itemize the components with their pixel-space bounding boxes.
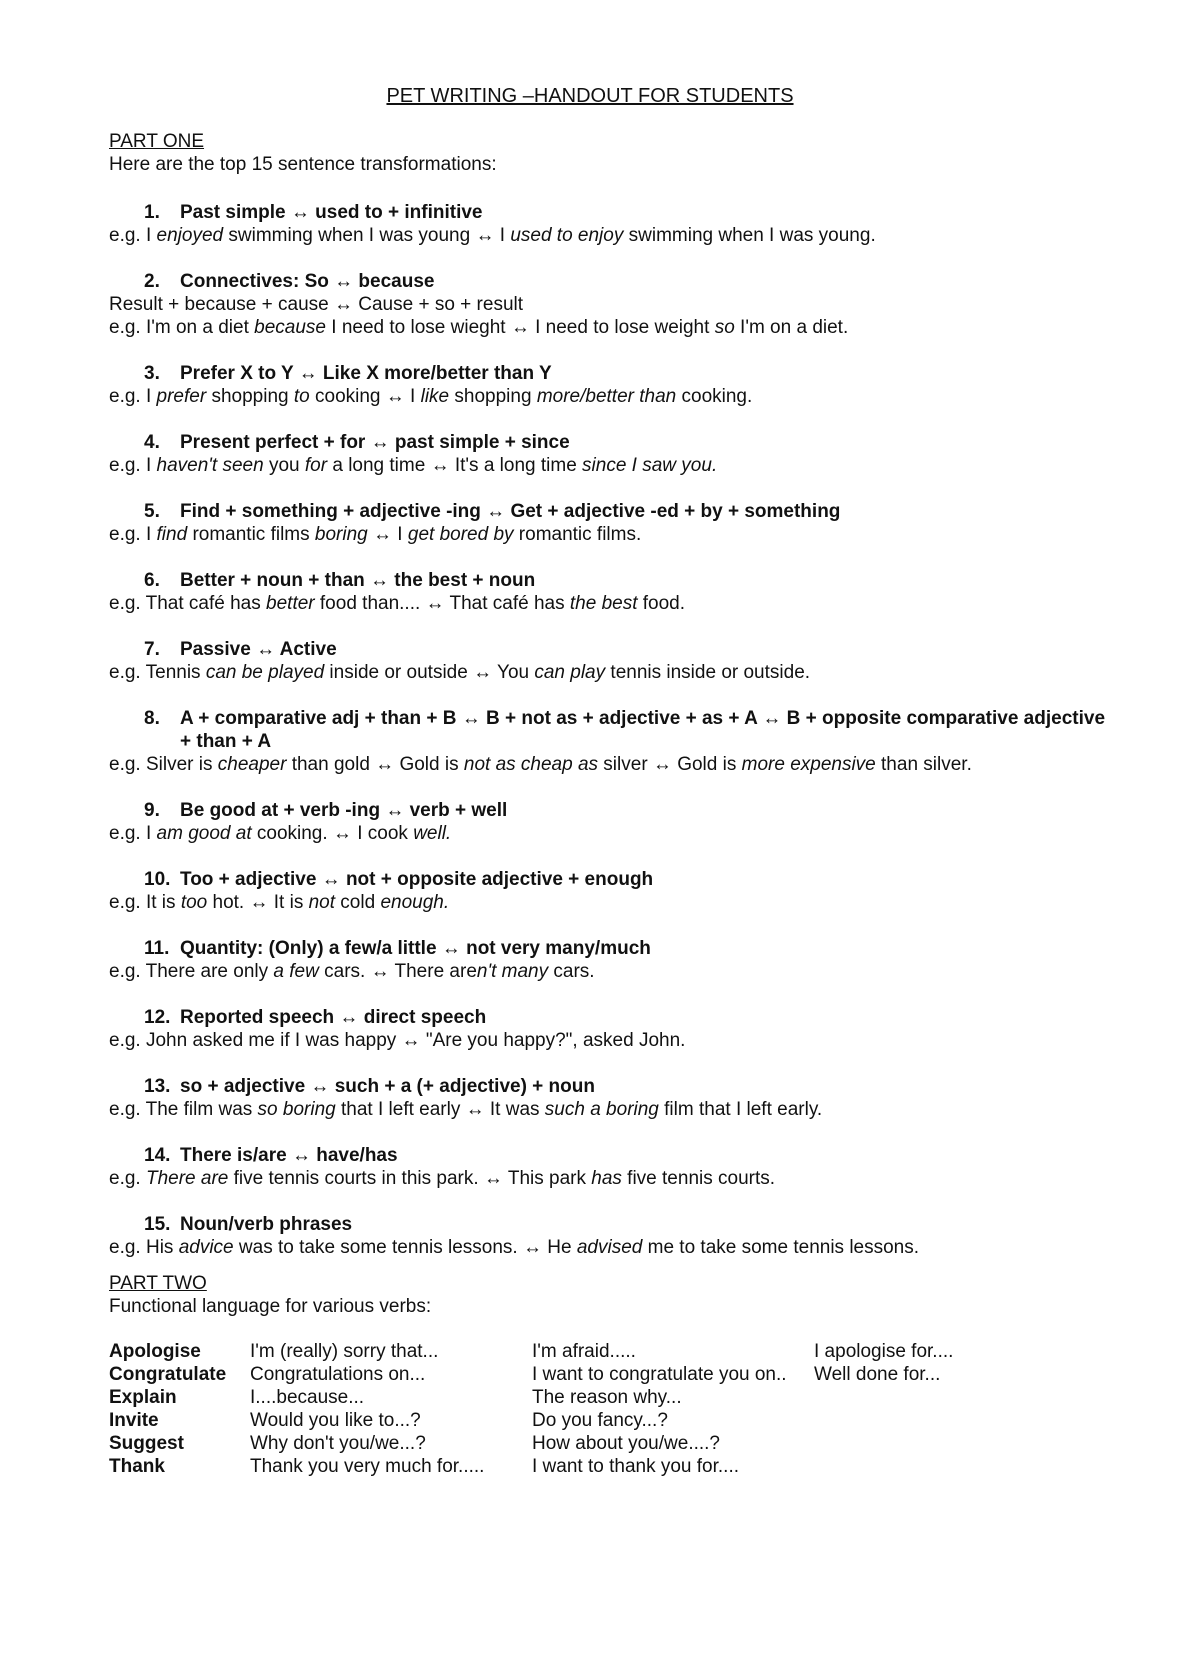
transformation-rule xyxy=(109,1075,1109,1098)
transformation-item xyxy=(109,500,1109,546)
verb-cell: Thank xyxy=(109,1456,165,1477)
transformation-rule xyxy=(109,638,1109,661)
phrase-cell: I apologise for.... xyxy=(814,1341,954,1362)
example-sentence xyxy=(109,592,1109,615)
example-emphasis: not xyxy=(308,892,336,913)
example-text: a long time ↔ It's a long time xyxy=(327,455,583,476)
example-emphasis: enjoyed xyxy=(156,225,224,246)
rule-text: Present perfect + for ↔ past simple + since xyxy=(180,432,570,453)
part-two-header xyxy=(109,1272,431,1318)
functional-language-table xyxy=(109,1340,1014,1478)
example-text: food. xyxy=(637,593,686,614)
table-row xyxy=(109,1409,1014,1432)
example-emphasis: not as cheap as xyxy=(463,754,599,775)
example-sentence xyxy=(109,822,1109,845)
transformation-item xyxy=(109,431,1109,477)
phrase-cell: I'm (really) sorry that... xyxy=(250,1341,439,1362)
rule-text: A + comparative adj + than + B ↔ B + not as + adjective + as + A ↔ B + opposite comparative adjective + than + A xyxy=(180,708,1106,752)
verb-cell: Apologise xyxy=(109,1341,201,1362)
table-row xyxy=(109,1386,1014,1409)
item-number: 12. xyxy=(144,1007,171,1028)
rule-text: Too + adjective ↔ not + opposite adjective + enough xyxy=(180,869,654,890)
example-emphasis: such a boring xyxy=(544,1099,659,1120)
example-emphasis: to xyxy=(293,386,310,407)
transformation-rule xyxy=(109,1144,1109,1167)
example-text: cooking ↔ I xyxy=(309,386,421,407)
phrase-cell: Congratulations on... xyxy=(250,1364,426,1385)
rule-text: Better + noun + than ↔ the best + noun xyxy=(180,570,536,591)
phrase-cell: Well done for... xyxy=(814,1364,941,1385)
example-emphasis: advice xyxy=(178,1237,234,1258)
example-emphasis: haven't seen xyxy=(156,455,264,476)
example-sentence xyxy=(109,454,1109,477)
example-emphasis: more expensive xyxy=(741,754,876,775)
example-emphasis: used to enjoy xyxy=(510,225,624,246)
example-text: e.g. John asked me if I was happy ↔ "Are you happy?", asked John. xyxy=(109,1030,686,1051)
example-text: hot. ↔ It is xyxy=(207,892,309,913)
example-text: e.g. I xyxy=(109,823,157,844)
example-text: inside or outside ↔ You xyxy=(324,662,535,683)
example-text: e.g. I xyxy=(109,455,157,476)
table-row xyxy=(109,1363,1014,1386)
example-emphasis: has xyxy=(591,1168,622,1189)
part-one-intro: Here are the top 15 sentence transformations: xyxy=(109,154,497,175)
phrase-cell xyxy=(814,1432,1014,1455)
example-text: e.g. xyxy=(109,1168,146,1189)
example-text: you xyxy=(263,455,305,476)
transformation-rule xyxy=(109,500,1109,523)
example-emphasis: better xyxy=(266,593,315,614)
phrase-cell: How about you/we....? xyxy=(532,1433,720,1454)
example-emphasis: a few xyxy=(273,961,319,982)
example-text: swimming when I was young ↔ I xyxy=(223,225,511,246)
example-text: e.g. I xyxy=(109,524,157,545)
example-emphasis: cheaper xyxy=(217,754,287,775)
part-two-intro: Functional language for various verbs: xyxy=(109,1296,432,1317)
example-emphasis: enough. xyxy=(380,892,450,913)
rule-text: Passive ↔ Active xyxy=(180,639,337,660)
example-text: ↔ I xyxy=(367,524,408,545)
example-emphasis: more/better than xyxy=(536,386,677,407)
example-sentence xyxy=(109,1167,1109,1190)
example-text: me to take some tennis lessons. xyxy=(642,1237,920,1258)
phrase-cell: I want to congratulate you on.. xyxy=(532,1364,787,1385)
example-emphasis: get bored by xyxy=(407,524,514,545)
example-emphasis: n't many xyxy=(476,961,549,982)
example-sentence xyxy=(109,753,1109,776)
phrase-cell xyxy=(814,1455,1014,1478)
transformation-rule xyxy=(109,431,1109,454)
transformation-item xyxy=(109,868,1109,914)
part-one-header xyxy=(109,130,497,176)
example-text: I'm on a diet. xyxy=(734,317,849,338)
part-two-heading: PART TWO xyxy=(109,1273,207,1294)
transformation-rule xyxy=(109,201,1109,224)
example-sentence xyxy=(109,224,1109,247)
item-number: 15. xyxy=(144,1214,171,1235)
rule-text: Reported speech ↔ direct speech xyxy=(180,1007,487,1028)
table-row xyxy=(109,1432,1014,1455)
rule-text: so + adjective ↔ such + a (+ adjective) + noun xyxy=(180,1076,595,1097)
page-title: PET WRITING –HANDOUT FOR STUDENTS xyxy=(386,85,794,107)
item-number: 10. xyxy=(144,869,171,890)
item-number: 9. xyxy=(144,800,160,821)
phrase-cell: Why don't you/we...? xyxy=(250,1433,426,1454)
item-number: 11. xyxy=(144,938,170,959)
example-emphasis: There are xyxy=(145,1168,229,1189)
example-emphasis: prefer xyxy=(156,386,207,407)
item-number: 13. xyxy=(144,1076,171,1097)
example-emphasis: so xyxy=(714,317,735,338)
rule-text: Be good at + verb -ing ↔ verb + well xyxy=(180,800,508,821)
table-row xyxy=(109,1340,1014,1363)
transformation-item xyxy=(109,707,1109,776)
rule-text: Prefer X to Y ↔ Like X more/better than Y xyxy=(180,363,552,384)
item-number: 1. xyxy=(144,202,160,223)
example-text: e.g. I xyxy=(109,225,157,246)
part-one-heading: PART ONE xyxy=(109,131,205,152)
phrase-cell: The reason why... xyxy=(532,1387,682,1408)
example-text: cooking. ↔ I cook xyxy=(251,823,414,844)
transformation-item xyxy=(109,362,1109,408)
item-number: 5. xyxy=(144,501,160,522)
example-sentence xyxy=(109,1236,1109,1259)
example-emphasis: can be played xyxy=(205,662,325,683)
item-number: 4. xyxy=(144,432,160,453)
example-emphasis: am good at xyxy=(156,823,252,844)
rule-text: There is/are ↔ have/has xyxy=(180,1145,398,1166)
example-text: than silver. xyxy=(875,754,972,775)
verb-cell: Explain xyxy=(109,1387,177,1408)
example-text: shopping xyxy=(449,386,537,407)
phrase-cell xyxy=(814,1386,1014,1409)
transformation-rule xyxy=(109,707,1109,753)
example-emphasis: well. xyxy=(413,823,452,844)
transformation-item xyxy=(109,270,1109,339)
transformation-item xyxy=(109,638,1109,684)
rule-text: Noun/verb phrases xyxy=(180,1214,353,1235)
transformation-rule xyxy=(109,569,1109,592)
transformation-item xyxy=(109,1144,1109,1190)
example-text: that I left early ↔ It was xyxy=(335,1099,545,1120)
verb-cell: Suggest xyxy=(109,1433,184,1454)
verb-cell: Congratulate xyxy=(109,1364,227,1385)
item-number: 14. xyxy=(144,1145,171,1166)
example-emphasis: can play xyxy=(534,662,606,683)
example-text: e.g. There are only xyxy=(109,961,274,982)
transformation-item xyxy=(109,937,1109,983)
example-text: romantic films. xyxy=(513,524,642,545)
example-text: food than.... ↔ That café has xyxy=(314,593,570,614)
example-sentence xyxy=(109,960,1109,983)
phrase-cell: I....because... xyxy=(250,1387,365,1408)
example-sentence xyxy=(109,523,1109,546)
example-text: e.g. The film was xyxy=(109,1099,258,1120)
example-text: cars. xyxy=(548,961,595,982)
item-number: 3. xyxy=(144,363,160,384)
transformation-item xyxy=(109,799,1109,845)
transformation-rule xyxy=(109,1213,1109,1236)
example-text: tennis inside or outside. xyxy=(605,662,811,683)
example-sentence xyxy=(109,316,1109,339)
phrase-cell: I want to thank you for.... xyxy=(532,1456,740,1477)
phrase-cell: Would you like to...? xyxy=(250,1410,421,1431)
example-text: five tennis courts. xyxy=(621,1168,776,1189)
example-text: cars. ↔ There are xyxy=(318,961,477,982)
transformation-list xyxy=(109,201,1109,1259)
phrase-cell: I'm afraid..... xyxy=(532,1341,636,1362)
example-emphasis: too xyxy=(180,892,208,913)
rule-text: Past simple ↔ used to + infinitive xyxy=(180,202,483,223)
example-text: swimming when I was young. xyxy=(623,225,876,246)
rule-text: Find + something + adjective -ing ↔ Get + adjective -ed + by + something xyxy=(180,501,841,522)
example-emphasis: find xyxy=(156,524,188,545)
transformation-item xyxy=(109,569,1109,615)
item-number: 2. xyxy=(144,271,160,292)
item-number: 8. xyxy=(144,708,160,729)
example-emphasis: since I saw you. xyxy=(582,455,718,476)
rule-text: Connectives: So ↔ because xyxy=(180,271,435,292)
example-text: e.g. Silver is xyxy=(109,754,218,775)
transformation-rule xyxy=(109,799,1109,822)
transformation-item xyxy=(109,201,1109,247)
example-sentence xyxy=(109,1098,1109,1121)
example-sentence xyxy=(109,661,1109,684)
example-emphasis: so boring xyxy=(257,1099,336,1120)
phrase-cell xyxy=(814,1409,1014,1432)
phrase-cell: Do you fancy...? xyxy=(532,1410,668,1431)
example-text: cold xyxy=(335,892,381,913)
example-text: cooking. xyxy=(676,386,753,407)
rule-pattern: Result + because + cause ↔ Cause + so + result xyxy=(109,294,524,315)
transformation-rule xyxy=(109,937,1109,960)
example-emphasis: for xyxy=(304,455,328,476)
example-text: was to take some tennis lessons. ↔ He xyxy=(233,1237,577,1258)
transformation-item xyxy=(109,1075,1109,1121)
example-emphasis: the best xyxy=(569,593,638,614)
example-text: film that I left early. xyxy=(658,1099,823,1120)
example-text: e.g. That café has xyxy=(109,593,267,614)
example-text: e.g. It is xyxy=(109,892,181,913)
example-text: I need to lose wieght ↔ I need to lose weight xyxy=(326,317,715,338)
example-text: shopping xyxy=(206,386,294,407)
example-text: e.g. Tennis xyxy=(109,662,206,683)
example-sentence xyxy=(109,385,1109,408)
transformation-rule xyxy=(109,1006,1109,1029)
phrase-cell: Thank you very much for..... xyxy=(250,1456,485,1477)
verb-cell: Invite xyxy=(109,1410,159,1431)
example-emphasis: because xyxy=(254,317,326,338)
transformation-item xyxy=(109,1006,1109,1052)
example-text: romantic films xyxy=(187,524,315,545)
item-number: 6. xyxy=(144,570,160,591)
transformation-item xyxy=(109,1213,1109,1259)
example-text: than gold ↔ Gold is xyxy=(286,754,464,775)
example-text: e.g. I xyxy=(109,386,157,407)
transformation-rule xyxy=(109,270,1109,293)
example-text: silver ↔ Gold is xyxy=(598,754,742,775)
example-sentence xyxy=(109,891,1109,914)
table-row xyxy=(109,1455,1014,1478)
example-text: e.g. I'm on a diet xyxy=(109,317,255,338)
rule-text: Quantity: (Only) a few/a little ↔ not very many/much xyxy=(180,938,651,959)
example-text: e.g. His xyxy=(109,1237,179,1258)
example-sentence xyxy=(109,1029,1109,1052)
example-text: five tennis courts in this park. ↔ This park xyxy=(228,1168,592,1189)
example-emphasis: like xyxy=(420,386,450,407)
example-emphasis: boring xyxy=(314,524,368,545)
transformation-rule xyxy=(109,868,1109,891)
transformation-rule xyxy=(109,362,1109,385)
item-number: 7. xyxy=(144,639,160,660)
example-emphasis: advised xyxy=(576,1237,643,1258)
